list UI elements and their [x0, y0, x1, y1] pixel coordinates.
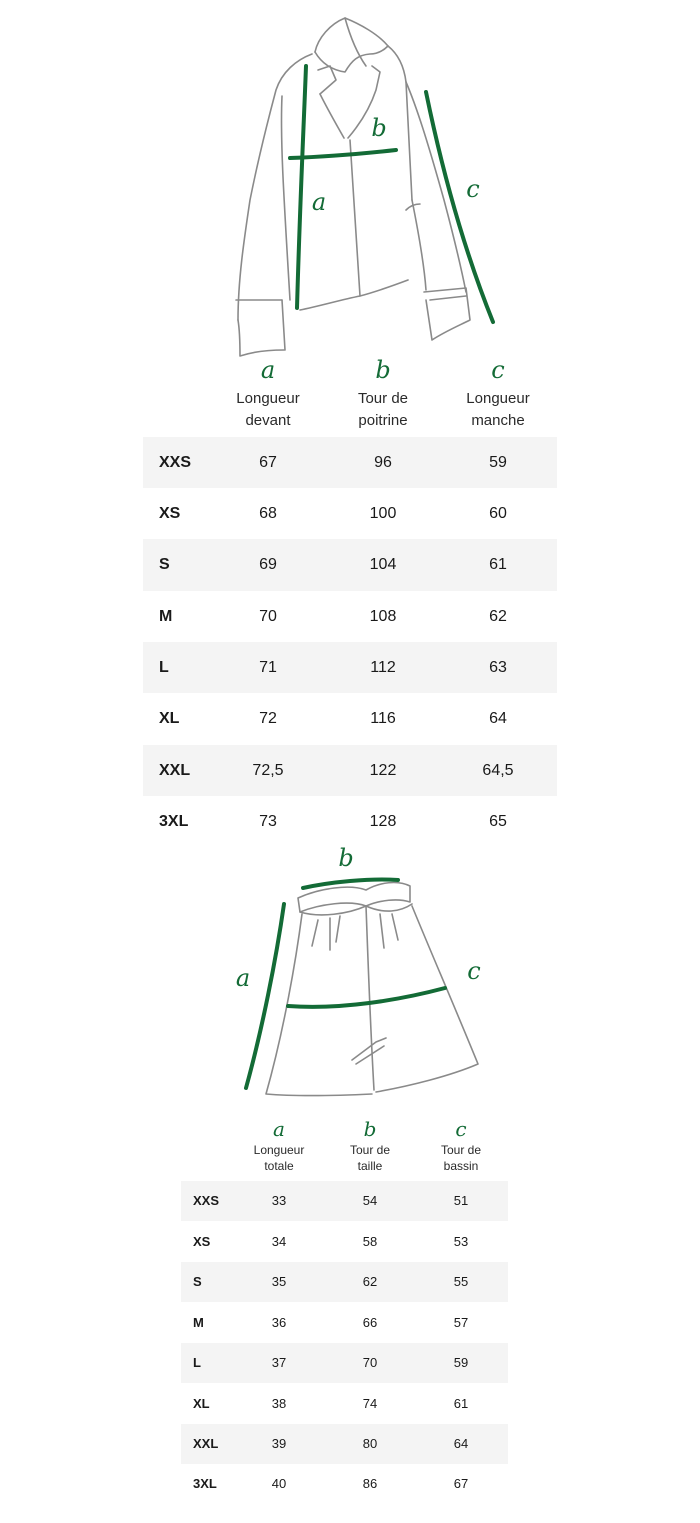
jacket-row-value-b: 100 [369, 505, 397, 522]
shorts-row-size: M [193, 1315, 204, 1330]
jacket-row-value-a: 73 [259, 813, 277, 830]
jacket-row-value-c: 60 [489, 505, 507, 522]
jacket-measure-a-line [297, 66, 306, 308]
jacket-diagram-letter-a: a [311, 188, 327, 216]
jacket-row-value-a: 71 [259, 659, 277, 676]
jacket-table-row [143, 539, 557, 591]
shorts-row-size: S [193, 1274, 202, 1289]
shorts-row-value-a: 36 [271, 1315, 287, 1330]
jacket-row-value-c: 64,5 [482, 762, 514, 779]
jacket-table-row [143, 642, 557, 693]
jacket-col-header-b [333, 388, 433, 432]
jacket-row-value-a: 72 [259, 710, 277, 727]
shorts-row-value-b: 86 [362, 1476, 378, 1491]
jacket-measure-c-line [426, 92, 493, 322]
shorts-row-size: XS [193, 1234, 211, 1249]
jacket-row-value-c: 65 [489, 813, 507, 830]
shorts-row-size: 3XL [193, 1476, 217, 1491]
jacket-diagram-letter-c: c [466, 175, 480, 203]
shorts-sketch [0, 840, 700, 1110]
shorts-row-value-c: 51 [453, 1193, 469, 1208]
jacket-measure-b-line [290, 150, 396, 158]
shorts-row-value-a: 35 [271, 1274, 287, 1289]
jacket-col-header-a-line1: Longueur [236, 390, 300, 407]
jacket-row-value-b: 96 [374, 454, 392, 471]
shorts-table-row [181, 1221, 508, 1262]
jacket-outline [236, 18, 470, 356]
shorts-diagram-letter-a: a [235, 964, 251, 992]
shorts-diagram-letter-b: b [338, 844, 354, 872]
shorts-row-value-c: 55 [453, 1274, 469, 1289]
shorts-col-letter-b: b [363, 1117, 377, 1141]
jacket-table-row [143, 488, 557, 539]
shorts-row-size: XXS [193, 1193, 220, 1208]
shorts-row-value-b: 54 [362, 1193, 378, 1208]
jacket-sketch [0, 0, 700, 365]
jacket-row-value-b: 116 [370, 710, 396, 727]
shorts-row-value-b: 62 [362, 1274, 378, 1289]
shorts-row-value-a: 33 [271, 1193, 287, 1208]
jacket-col-header-c [448, 388, 548, 432]
jacket-col-header-c-line2: manche [471, 412, 525, 429]
jacket-row-size: XS [159, 505, 181, 522]
jacket-row-size: XXS [159, 454, 192, 471]
jacket-row-value-a: 72,5 [252, 762, 284, 779]
jacket-row-value-b: 104 [369, 556, 397, 573]
shorts-table-row [181, 1343, 508, 1383]
jacket-row-value-c: 59 [489, 454, 507, 471]
jacket-table-row [143, 591, 557, 642]
shorts-col-header-c-line2: bassin [443, 1159, 479, 1173]
shorts-row-size: L [193, 1355, 201, 1370]
shorts-col-header-a [239, 1142, 319, 1174]
shorts-col-header-b-line1: Tour de [349, 1143, 391, 1157]
jacket-row-size: S [159, 556, 170, 573]
shorts-col-letter-a: a [273, 1117, 285, 1141]
jacket-row-value-b: 112 [370, 659, 396, 676]
jacket-row-value-a: 67 [259, 454, 277, 471]
jacket-row-value-a: 69 [259, 556, 277, 573]
shorts-col-header-c-line1: Tour de [440, 1143, 482, 1157]
shorts-col-header-c [421, 1142, 501, 1174]
jacket-col-header-a [218, 388, 318, 432]
jacket-col-header-c-line1: Longueur [466, 390, 530, 407]
shorts-table-row [181, 1262, 508, 1302]
shorts-col-header-a-line2: totale [264, 1159, 294, 1173]
shorts-measure-a-line [246, 904, 284, 1088]
jacket-col-header-b-line1: Tour de [357, 390, 409, 407]
shorts-row-value-a: 38 [271, 1396, 287, 1411]
jacket-row-size: L [159, 659, 169, 676]
shorts-col-header-a-line1: Longueur [253, 1143, 305, 1157]
jacket-row-size: 3XL [159, 813, 189, 830]
jacket-row-value-b: 122 [369, 762, 397, 779]
shorts-row-value-b: 74 [362, 1396, 378, 1411]
shorts-row-value-b: 58 [362, 1234, 378, 1249]
shorts-row-value-b: 66 [362, 1315, 378, 1330]
jacket-table-row [143, 745, 557, 796]
jacket-row-value-c: 61 [489, 556, 507, 573]
jacket-col-header-b-line2: poitrine [358, 412, 408, 429]
shorts-col-header-b-line2: taille [357, 1159, 383, 1173]
shorts-row-value-c: 57 [453, 1315, 469, 1330]
shorts-table-row [181, 1424, 508, 1464]
jacket-row-value-b: 128 [369, 813, 397, 830]
jacket-row-value-c: 63 [489, 659, 507, 676]
jacket-table-row [143, 693, 557, 745]
shorts-row-value-c: 61 [453, 1396, 469, 1411]
shorts-row-value-a: 34 [271, 1234, 287, 1249]
shorts-row-value-a: 37 [271, 1355, 287, 1370]
shorts-table-row [181, 1383, 508, 1424]
jacket-row-size: XXL [159, 762, 191, 779]
shorts-measure-c-line [288, 988, 445, 1007]
jacket-row-value-a: 70 [259, 608, 277, 625]
shorts-row-size: XL [193, 1396, 210, 1411]
jacket-diagram-letter-b: b [371, 114, 387, 142]
jacket-row-size: M [159, 608, 173, 625]
shorts-table-row [181, 1181, 508, 1221]
shorts-row-size: XXL [193, 1436, 219, 1451]
shorts-row-value-c: 64 [453, 1436, 469, 1451]
jacket-row-value-c: 62 [489, 608, 507, 625]
shorts-row-value-c: 67 [453, 1476, 469, 1491]
jacket-col-letter-b: b [375, 356, 391, 384]
shorts-row-value-a: 39 [271, 1436, 287, 1451]
shorts-row-value-b: 80 [362, 1436, 378, 1451]
jacket-row-value-c: 64 [489, 710, 507, 727]
shorts-table-row [181, 1464, 508, 1504]
jacket-table-row [143, 437, 557, 488]
shorts-row-value-a: 40 [271, 1476, 287, 1491]
shorts-table-row [181, 1302, 508, 1343]
jacket-col-letter-c: c [491, 356, 505, 384]
jacket-row-value-b: 108 [369, 608, 397, 625]
shorts-row-value-c: 59 [453, 1355, 469, 1370]
shorts-col-header-b [330, 1142, 410, 1174]
jacket-col-header-a-line2: devant [245, 412, 291, 429]
shorts-col-letter-c: c [455, 1117, 467, 1141]
jacket-row-size: XL [159, 710, 180, 727]
shorts-row-value-c: 53 [453, 1234, 469, 1249]
jacket-row-value-a: 68 [259, 505, 277, 522]
shorts-diagram-letter-c: c [467, 957, 481, 985]
shorts-row-value-b: 70 [362, 1355, 378, 1370]
jacket-col-letter-a: a [260, 356, 276, 384]
